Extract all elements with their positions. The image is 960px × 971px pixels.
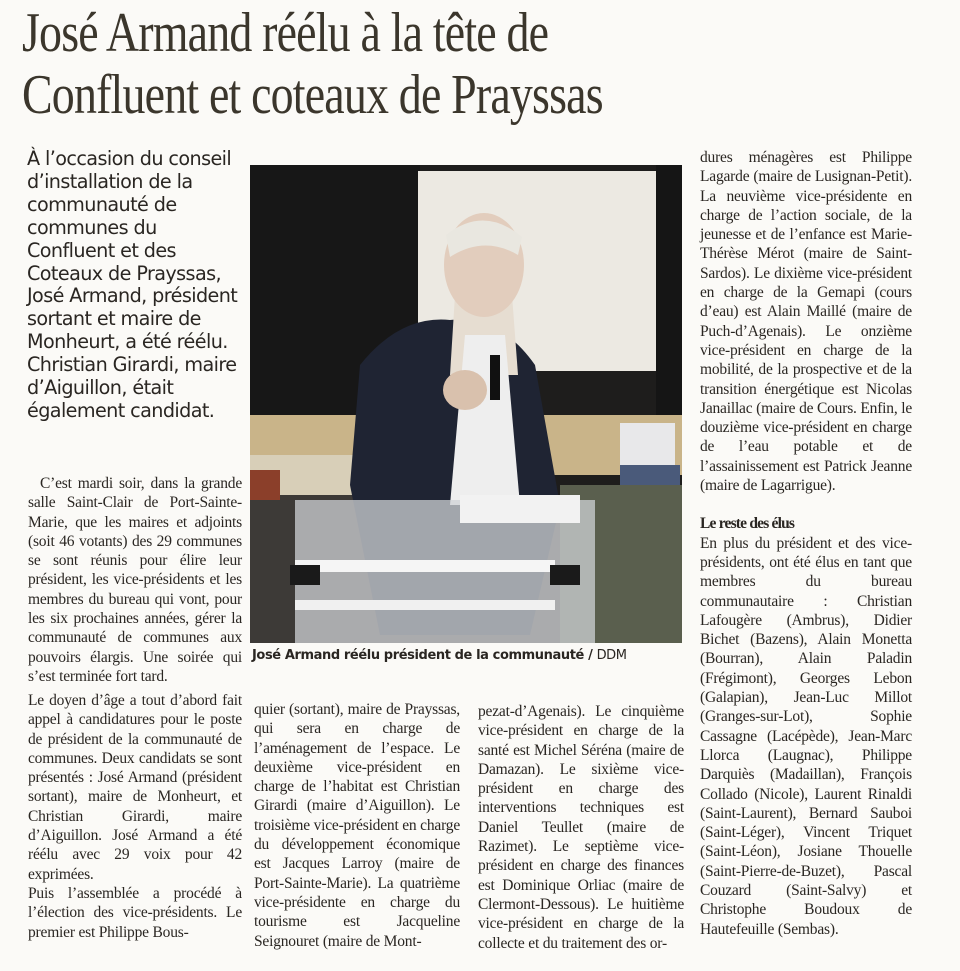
column-1-top [28,474,242,686]
column-3 [478,702,684,953]
body-paragraph-3-part-1: Puis l’assemblée a procédé à l’élection des vice-présidents. Le premier est Philippe Bous- [28,884,242,941]
caption-text: José Armand réélu président de la communauté [252,648,584,663]
body-paragraph-3-part-4: dures ménagères est Philippe Lagarde (maire de Lusignan-Petit). La neuvième vice-présidente en charge de l’action sociale, de la jeunesse et de l’enfance est Marie-Thérèse Mérot (maire de Saint-Sardos). Le dixième vice-président en charge de la Gemapi (cours d’eau) est Alain Maillé (maire de Puch-d’Agenais). Le onzième vice-président en charge de la mobilité, de la prospective et de la transition énergétique est Nicolas Janaillac (maire de Cours. Enfin, le douzième vice-président en charge de l’eau potable et de l’assainissement est Patrick Jeanne (maire de Lagarrigue). [700,149,912,495]
photo-credit: DDM [596,648,627,663]
body-paragraph-4: En plus du président et des vice-présidents, ont été élus en tant que membres du bureau communautaire : Christian Lafougère (Ambrus), Didier Bichet (Bazens), Alain Monetta (Bourran), Alain Paladin (Frégimont), Georges Lebon (Galapian), Jean-Luc Millot (Granges-sur-Lot), Sophie Cassagne (Lacépède), Jean-Marc Llorca (Laugnac), Philippe Darquiès (Madaillan), François Collado (Nicole), Laurent Rinaldi (Saint-Laurent), Bernard Sauboi (Saint-Léger), Vincent Triquet (Saint-Léon), Josiane Thouelle (Saint-Pierre-de-Buzet), Pascal Couzard (Saint-Salvy) et Christophe Boudoux de Hautefeuille (Sembas). [700,534,912,938]
section-subheading: Le reste des élus [700,515,795,533]
body-paragraph-2: Le doyen d’âge a tout d’abord fait appel à candidatures pour le poste de président de la communauté de communes. Deux candidats se sont présentés : José Armand (président sortant), maire de Monheurt, et Christian Girardi, maire d’Aiguillon. José Armand a été réélu avec 29 voix pour 42 exprimées. [28,692,242,883]
body-paragraph-1: C’est mardi soir, dans la grande salle Saint-Clair de Port-Sainte-Marie, que les maires et adjoints (soit 46 votants) des 29 communes se sont réunis pour élire leur président, les vice-présidents et les membres du bureau qui vont, pour les six prochaines années, gérer la communauté de communes aux pouvoirs élargis. Une soirée qui s’est terminée fort tard. [28,475,242,685]
headline-line-1: José Armand réélu à la tête de [22,2,549,64]
column-2 [254,700,460,951]
column-1-bottom [28,691,242,942]
photo-speaker-at-podium [250,165,682,643]
article-photo [250,165,682,643]
column-4 [700,148,912,939]
caption-separator: / [583,648,597,663]
lead-paragraph: À l’occasion du conseil d’installation de la communauté de communes du Confluent et des Coteaux de Prayssas, José Armand, président sortant et maire de Monheurt, a été réélu. Christian Girardi, maire d’Aiguillon, était également candidat. [27,147,238,422]
body-paragraph-3-part-3: pezat-d’Agenais). Le cinquième vice-président en charge de la santé est Michel Séréna (maire de Damazan). Le sixième vice-président en charge des interventions techniques est Daniel Teullet (maire de Razimet). Le septième vice-président en charge des finances est Dominique Orliac (maire de Clermont-Dessous). Le huitième vice-président en charge de la collecte et du traitement des or- [478,703,684,952]
headline [22,2,776,126]
headline-line-2: Confluent et coteaux de Prayssas [22,64,603,126]
body-paragraph-3-part-2: quier (sortant), maire de Prayssas, qui sera en charge de l’aménagement de l’espace. Le deuxième vice-président en charge de l’habitat est Christian Girardi (maire d’Aiguillon). Le troisième vice-président en charge du développement économique est Jacques Larroy (maire de Port-Sainte-Marie). La quatrième vice-présidente en charge du tourisme est Jacqueline Seignouret (maire de Mont- [254,701,460,950]
photo-caption [252,648,692,663]
